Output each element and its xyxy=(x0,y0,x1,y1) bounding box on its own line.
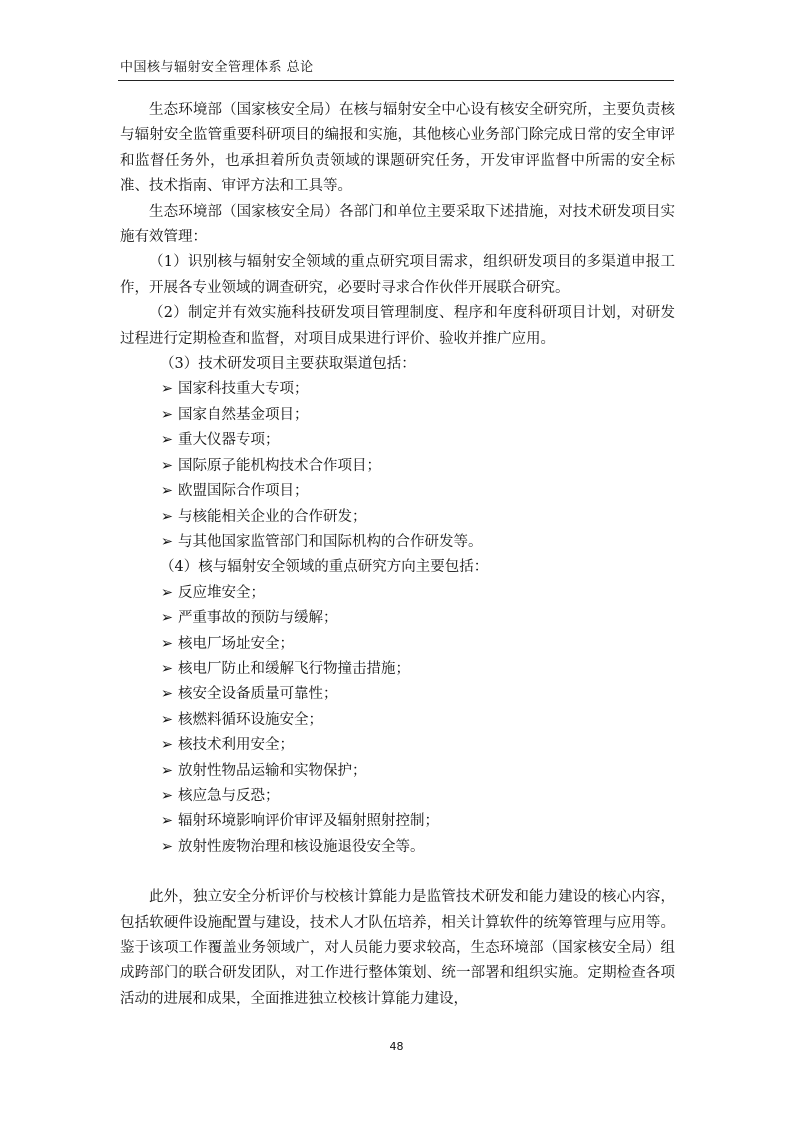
list-item: ➢ 国际原子能机构技术合作项目； xyxy=(120,454,675,479)
list-item: ➢ 反应堆安全； xyxy=(120,581,675,606)
arrow-bullet-icon: ➢ xyxy=(160,838,174,855)
arrow-bullet-icon: ➢ xyxy=(160,406,174,423)
arrow-bullet-icon: ➢ xyxy=(160,432,174,449)
paragraph-research-institute: 生态环境部（国家核安全局）在核与辐射安全中心设有核安全研究所，主要负责核与辐射安全监管重要科研项目的编报和实施，其他核心业务部门除完成日常的安全审评和监督任务外，也承担着所负责领域的课题研究任务，开发审评监督中所需的安全标准、技术指南、审评方法和工具等。 xyxy=(120,102,675,195)
list-item: ➢ 欧盟国际合作项目； xyxy=(120,479,675,504)
page-body xyxy=(120,98,675,1012)
arrow-bullet-icon: ➢ xyxy=(160,584,174,601)
arrow-bullet-icon: ➢ xyxy=(160,711,174,728)
measure-item-3: （3）技术研发项目主要获取渠道包括： xyxy=(160,356,416,373)
directions-list xyxy=(120,581,675,860)
paragraph-gap xyxy=(120,860,675,885)
measure-item-1: （1）识别核与辐射安全领域的重点研究项目需求，组织研发项目的多渠道申报工作，开展各专业领域的调查研究，必要时寻求合作伙伴开展联合研究。 xyxy=(120,254,675,296)
measure-item-2: （2）制定并有效实施科技研发项目管理制度、程序和年度科研项目计划，对研发过程进行定期检查和监督，对项目成果进行评价、验收并推广应用。 xyxy=(120,305,675,347)
running-header xyxy=(118,50,674,81)
list-item: ➢ 辐射环境影响评价审评及辐射照射控制； xyxy=(120,809,675,834)
list-item: ➢ 核电厂防止和缓解飞行物撞击措施； xyxy=(120,657,675,682)
arrow-bullet-icon: ➢ xyxy=(160,457,174,474)
list-item: ➢ 核安全设备质量可靠性； xyxy=(120,682,675,707)
arrow-bullet-icon: ➢ xyxy=(160,787,174,804)
arrow-bullet-icon: ➢ xyxy=(160,635,174,652)
list-item: ➢ 国家科技重大专项； xyxy=(120,377,675,402)
arrow-bullet-icon: ➢ xyxy=(160,737,174,754)
channels-list xyxy=(120,377,675,555)
list-item: ➢ 与核能相关企业的合作研发； xyxy=(120,505,675,530)
list-item: ➢ 国家自然基金项目； xyxy=(120,403,675,428)
list-item: ➢ 放射性物品运输和实物保护； xyxy=(120,759,675,784)
arrow-bullet-icon: ➢ xyxy=(160,660,174,677)
list-item: ➢ 重大仪器专项； xyxy=(120,428,675,453)
arrow-bullet-icon: ➢ xyxy=(160,610,174,627)
list-item: ➢ 与其他国家监管部门和国际机构的合作研发等。 xyxy=(120,530,675,555)
measure-item-4: （4）核与辐射安全领域的重点研究方向主要包括： xyxy=(160,559,489,576)
list-item: ➢ 放射性废物治理和核设施退役安全等。 xyxy=(120,835,675,860)
arrow-bullet-icon: ➢ xyxy=(160,686,174,703)
paragraph-management-measures: 生态环境部（国家核安全局）各部门和单位主要采取下述措施，对技术研发项目实施有效管理： xyxy=(120,203,675,246)
paragraph-independent-analysis: 此外，独立安全分析评价与校核计算能力是监管技术研发和能力建设的核心内容，包括软硬件设施配置与建设，技术人才队伍培养，相关计算软件的统筹管理与应用等。鉴于该项工作覆盖业务领域广，对人员能力要求较高，生态环境部（国家核安全局）组成跨部门的联合研发团队，对工作进行整体策划、统一部署和组织实施。定期检查各项活动的进展和成果，全面推进独立校核计算能力建设， xyxy=(120,889,675,1007)
list-item: ➢ 核电厂场址安全； xyxy=(120,632,675,657)
arrow-bullet-icon: ➢ xyxy=(160,762,174,779)
arrow-bullet-icon: ➢ xyxy=(160,483,174,500)
list-item: ➢ 核应急与反恐； xyxy=(120,784,675,809)
arrow-bullet-icon: ➢ xyxy=(160,813,174,830)
list-item: ➢ 核技术利用安全； xyxy=(120,733,675,758)
header-title: 中国核与辐射安全管理体系 总论 xyxy=(120,60,314,75)
arrow-bullet-icon: ➢ xyxy=(160,381,174,398)
arrow-bullet-icon: ➢ xyxy=(160,508,174,525)
arrow-bullet-icon: ➢ xyxy=(160,533,174,550)
page-number: 48 xyxy=(389,1040,404,1053)
list-item: ➢ 严重事故的预防与缓解； xyxy=(120,606,675,631)
list-item: ➢ 核燃料循环设施安全； xyxy=(120,708,675,733)
